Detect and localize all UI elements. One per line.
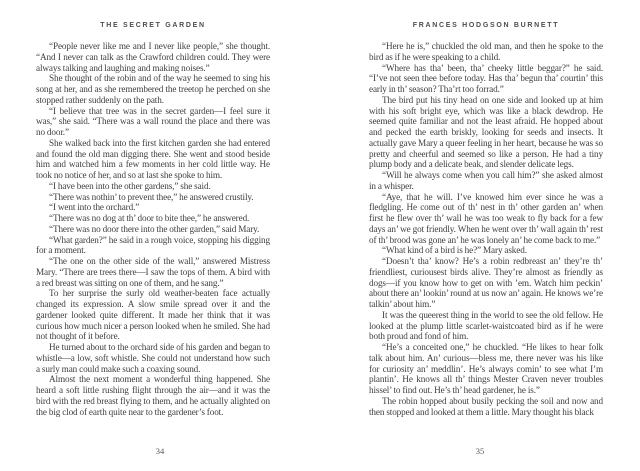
paragraph: “Where has tha’ been, tha’ cheeky little beggar?” he said. “I’ve not seen thee before today. Has tha’ begun tha’ courtin’ this early in th’ season? Tha’rt too forrad.”: [369, 62, 603, 94]
running-head-book-title: THE SECRET GARDEN: [100, 22, 206, 29]
paragraph: “I went into the orchard.”: [49, 202, 140, 213]
paragraph: He turned about to the orchard side of his garden and began to whistle—a low, soft whistle. She could not understand how such a surly man could make such a coaxing sound.: [36, 342, 270, 374]
page-right: [320, 0, 640, 471]
paragraph: She walked back into the first kitchen garden she had entered and found the old man digging there. She went and stood beside him and watched him a few moments in her cold little way. He took no notice of her, and so at last she spoke to him.: [36, 137, 270, 180]
paragraph: “There was nothin’ to prevent thee,” he answered crustily.: [49, 191, 254, 202]
page-body-right: [369, 41, 603, 417]
page-number-left: 34: [155, 446, 165, 456]
paragraph: “He’s a conceited one,” he chuckled. “He likes to hear folk talk about him. An’ curious—bless me, there never was his like for curiosity an’ meddlin’. He’s always comin’ to see what I’m plantin’. He knows all th’ things Mester Craven never troubles hissel’ to find out. He’s th’ head gardener, he is.”: [369, 342, 603, 395]
paragraph: “People never like me and I never like people,” she thought. “And I never can talk as the Crawford children could. They were always talking and laughing and making noises.”: [36, 41, 270, 73]
paragraph: “There was no dog at th’ door to bite thee,” he answered.: [49, 213, 250, 223]
paragraph: “Doesn’t tha’ know? He’s a robin redbreast an’ they’re th’ friendliest, curiousest birds alive. They’re almost as friendly as dogs—if you know how to get on with ’em. Watch him peckin’ about there an’ lookin’ round at us now an’ again. He knows we’re talkin’ about him.”: [369, 256, 603, 309]
paragraph: The robin hopped about busily pecking the soil and now and then stopped and looked at them a little. Mary thought his black: [369, 395, 603, 417]
paragraph: “Aye, that he will. I’ve knowed him ever since he was a fledgling. He come out of th’ nest in th’ other garden an’ when first he flew over th’ wall he was too weak to fly back for a few days an’ we got friendly. When he went over th’ wall again th’ rest of th’ brood was gone an’ he was lonely an’ he come back to me.”: [369, 191, 603, 245]
paragraph: Almost the next moment a wonderful thing happened. She heard a soft little rushing flight through the air—and it was the bird with the red breast flying to them, and he actually alighted on the big clod of earth quite near to the gardener’s foot.: [36, 374, 270, 417]
paragraph: “The one on the other side of the wall,” answered Mistress Mary. “There are trees there—I saw the tops of them. A bird with a red breast was sitting on one of them, and he sang.”: [36, 256, 270, 288]
paragraph: “I have been into the other gardens,” she said.: [49, 180, 211, 191]
page-body-left: [36, 41, 270, 417]
paragraph: “Here he is,” chuckled the old man, and then he spoke to the bird as if he were speaking to a child.: [369, 41, 603, 62]
paragraph: It was the queerest thing in the world to see the old fellow. He looked at the plump little scarlet-waistcoated bird as if he were both proud and fond of him.: [369, 309, 603, 342]
paragraph: “What garden?” he said in a rough voice, stopping his digging for a moment.: [36, 234, 270, 256]
paragraph: She thought of the robin and of the way he seemed to sing his song at her, and as she remembered the treetop he perched on she stopped rather suddenly on the path.: [36, 73, 270, 105]
paragraph: “There was no door there into the other garden,” said Mary.: [49, 223, 260, 234]
paragraph: The bird put his tiny head on one side and looked up at him with his soft bright eye, which was like a black dewdrop. He seemed quite familiar and not the least afraid. He hopped about and pecked the earth briskly, looking for seeds and insects. It actually gave Mary a queer feeling in her heart, because he was so pretty and cheerful and seemed so like a person. He had a tiny plump body and a delicate beak, and slender delicate legs.: [369, 94, 603, 170]
paragraph: “What kind of a bird is he?” Mary asked.: [382, 245, 527, 256]
paragraph: To her surprise the surly old weather-beaten face actually changed its expression. A slow smile spread over it and the gardener looked quite different. It made her think that it was curious how much nicer a person looked when he smiled. She had not thought of it before.: [36, 288, 270, 342]
running-head-author: FRANCES HODGSON BURNETT: [412, 22, 560, 29]
page-number-right: 35: [475, 446, 485, 456]
paragraph: “Will he always come when you call him?” she asked almost in a whisper.: [369, 170, 603, 191]
paragraph: “I believe that tree was in the secret garden—I feel sure it was,” she said. “There was a wall round the place and there was no door.”: [36, 105, 270, 137]
